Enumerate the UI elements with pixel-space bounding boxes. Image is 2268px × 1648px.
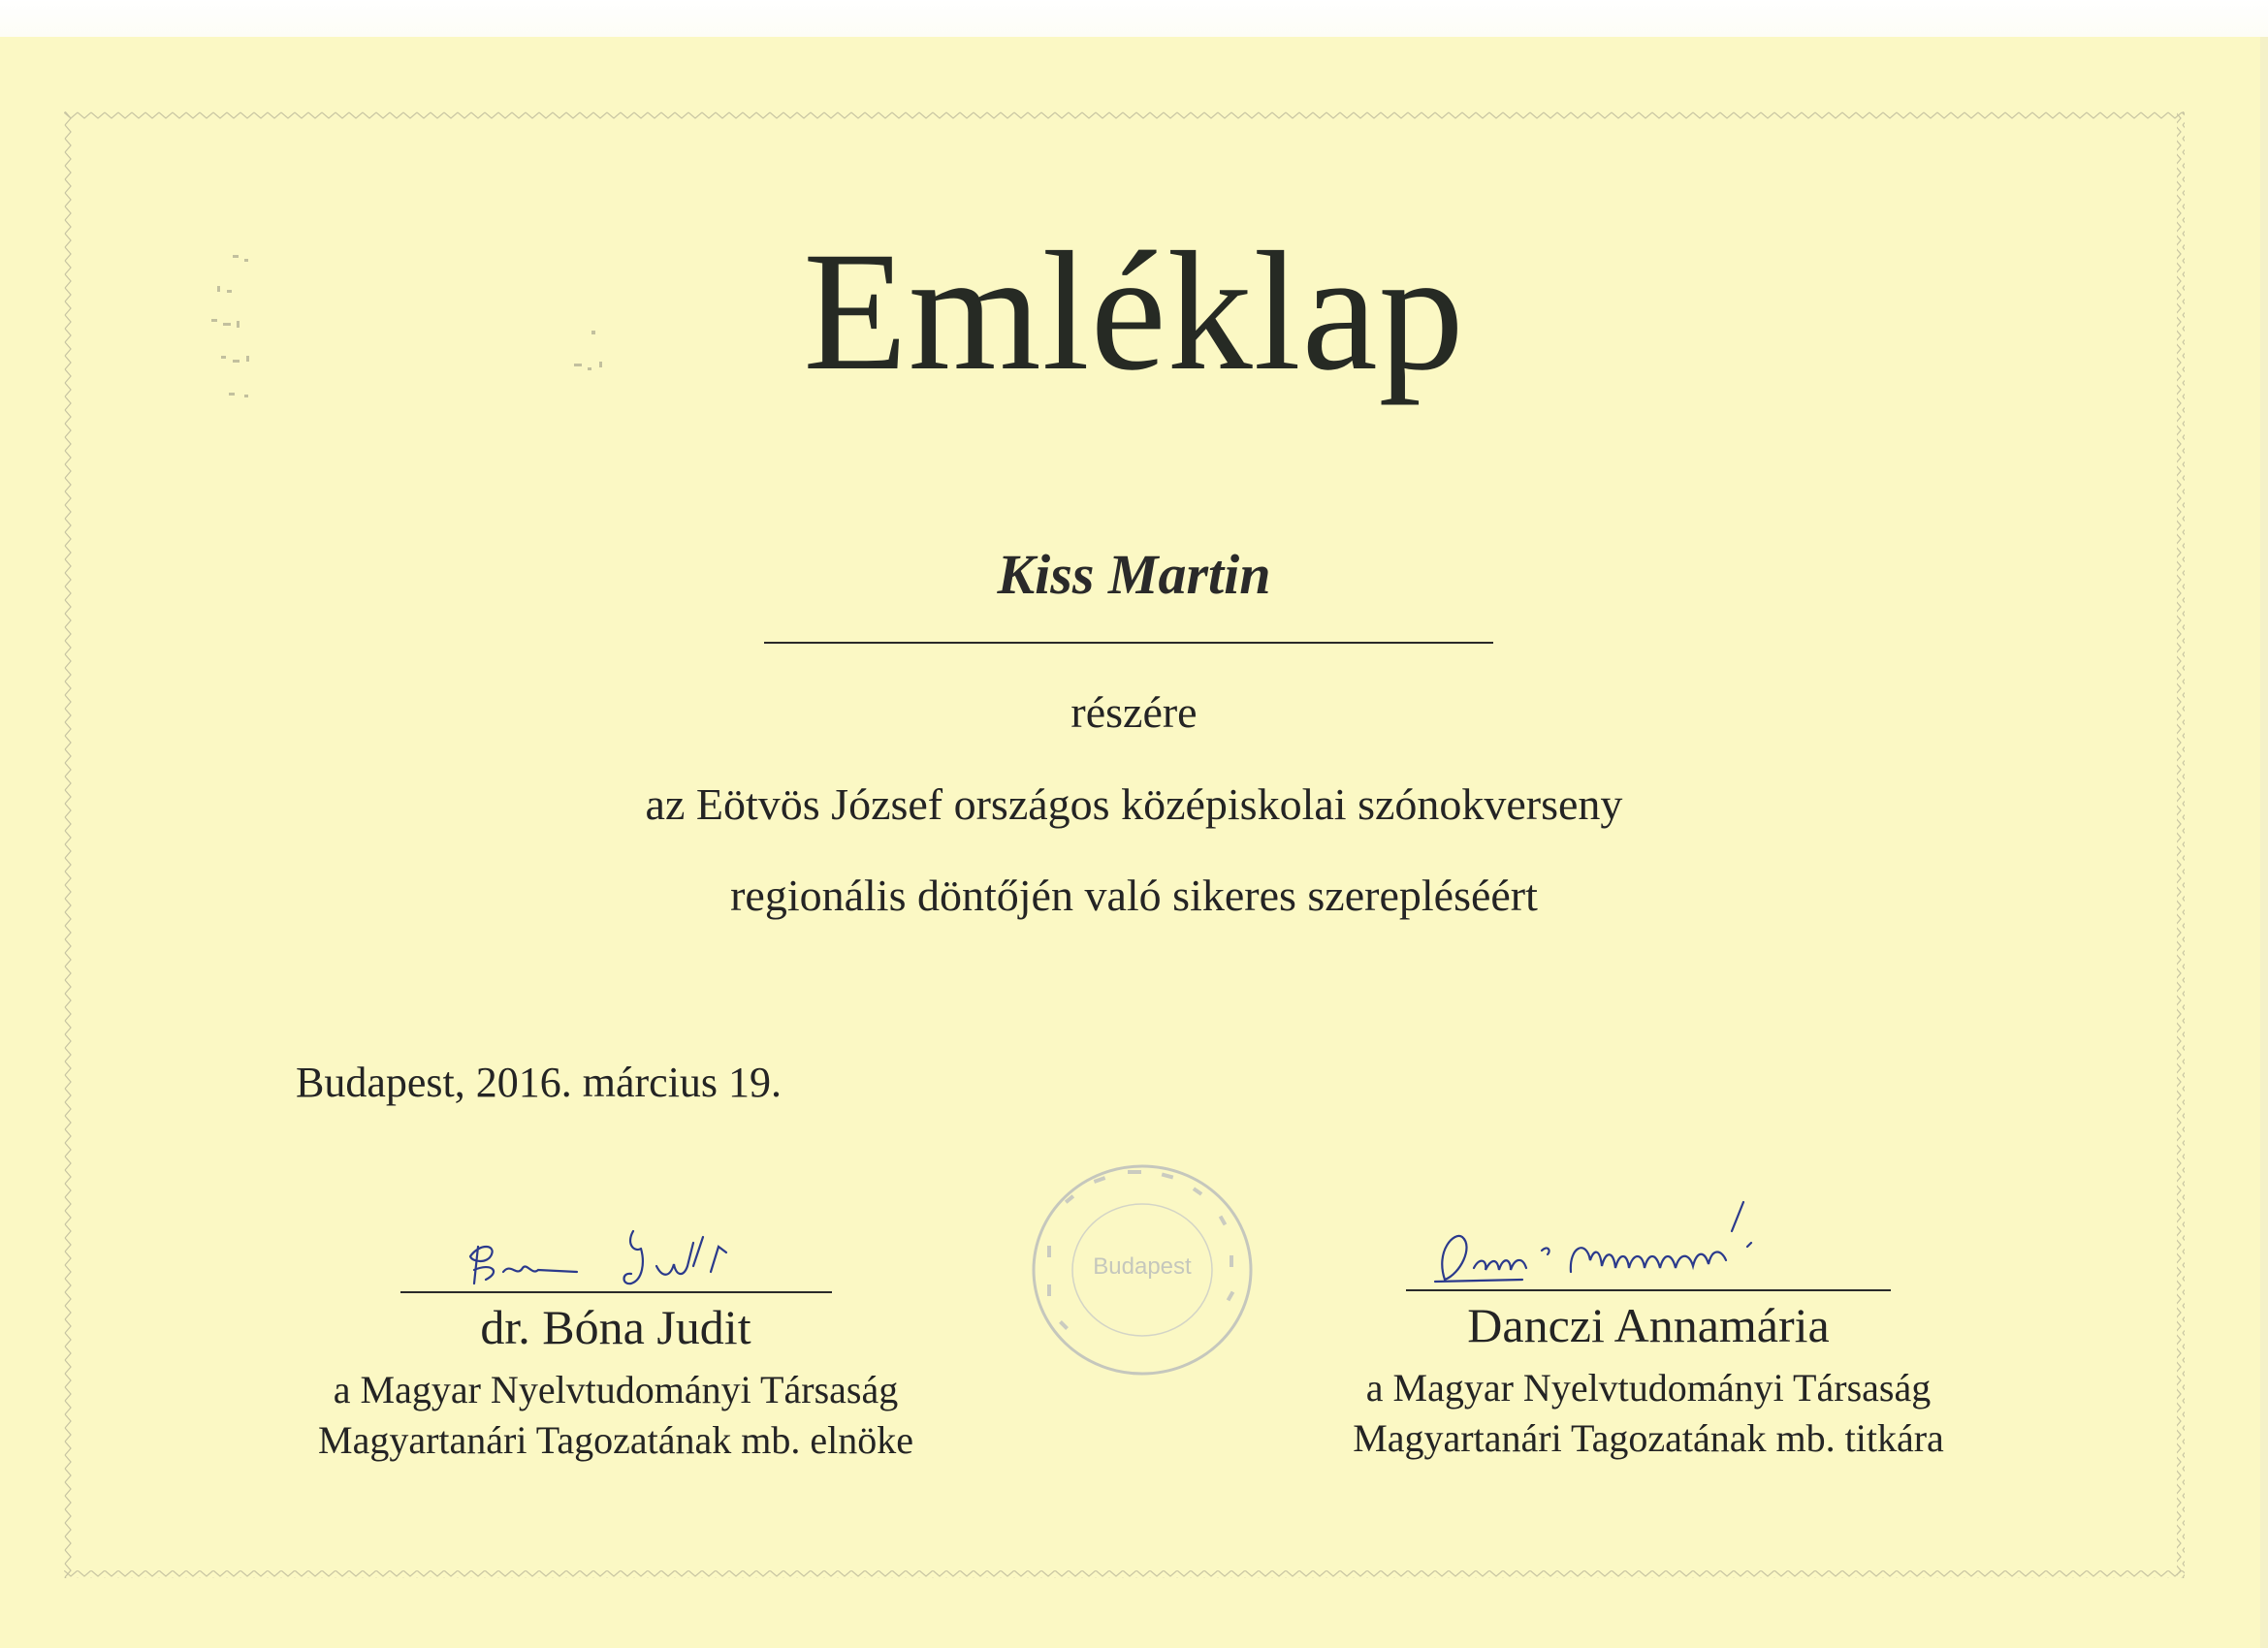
signature-block-secretary xyxy=(1222,1192,2075,1464)
signatory-role-1: Magyartanári Tagozatának mb. elnöke xyxy=(318,1418,913,1462)
signature-line-right xyxy=(1406,1289,1891,1291)
for-label: részére xyxy=(1070,687,1198,737)
signatory-name-1: dr. Bóna Judit xyxy=(480,1300,751,1354)
signature-block-president xyxy=(208,1223,1023,1466)
seal-city: Budapest xyxy=(1093,1253,1192,1280)
handwritten-signature-danczi xyxy=(1406,1192,1891,1289)
handwritten-signature-bona xyxy=(402,1223,829,1291)
reason-line-1: az Eötvös József országos középiskolai szónokverseny xyxy=(645,779,1623,829)
recipient-name: Kiss Martin xyxy=(997,543,1271,606)
recipient-underline xyxy=(764,642,1493,644)
signature-line-left xyxy=(400,1291,832,1293)
place-and-date: Budapest, 2016. március 19. xyxy=(296,1059,783,1106)
signatory-role-2: Magyartanári Tagozatának mb. titkára xyxy=(1353,1416,1944,1460)
certificate-title: Emléklap xyxy=(803,217,1465,406)
signatory-org-2: a Magyar Nyelvtudományi Társaság xyxy=(1365,1366,1932,1410)
scan-margin xyxy=(0,0,2268,37)
signatory-org-1: a Magyar Nyelvtudományi Társaság xyxy=(333,1368,899,1411)
signatory-name-2: Danczi Annamária xyxy=(1467,1298,1830,1352)
reason-line-2: regionális döntőjén való sikeres szerepléséért xyxy=(730,871,1538,920)
